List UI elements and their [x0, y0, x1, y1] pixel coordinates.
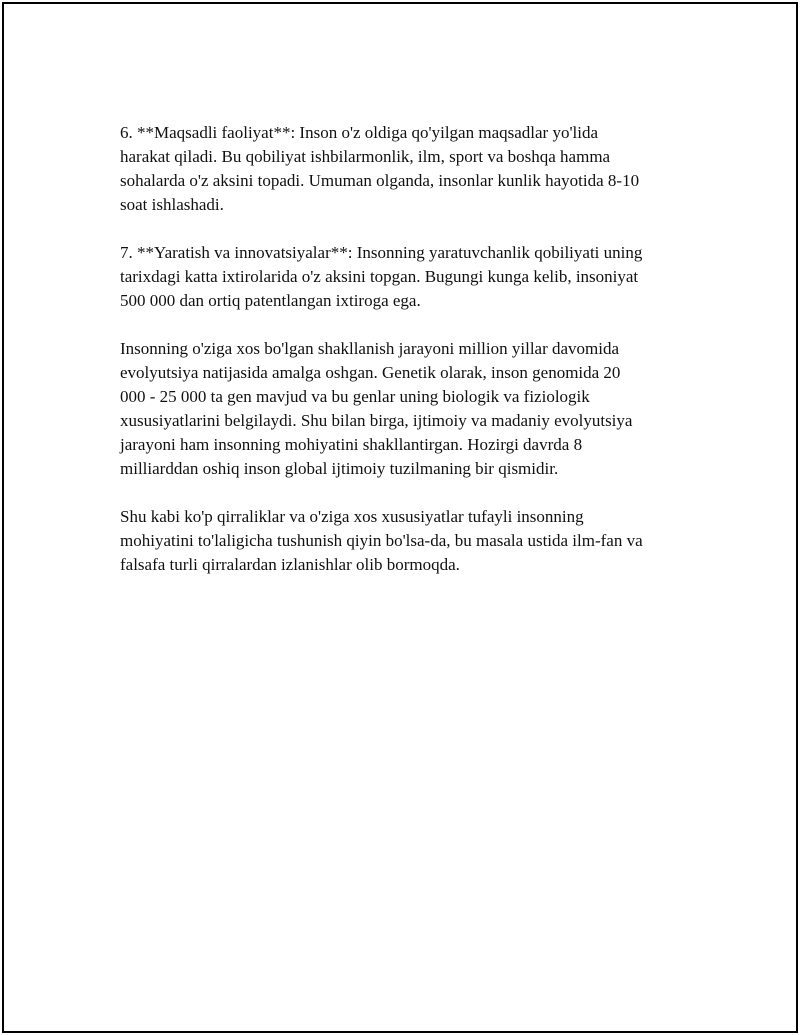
text-line: 500 000 dan ortiq patentlangan ixtiroga ega. — [120, 291, 421, 310]
text-line: sohalarda o'z aksini topadi. Umuman olganda, insonlar kunlik hayotida 8-10 — [120, 171, 640, 190]
text-line: 000 - 25 000 ta gen mavjud va bu genlar uning biologik va fiziologik — [120, 387, 590, 406]
text-line: milliarddan oshiq inson global ijtimoiy tuzilmaning bir qismidir. — [120, 459, 559, 478]
text-line: mohiyatini to'laligicha tushunish qiyin bo'lsa-da, bu masala ustida ilm-fan va — [120, 531, 643, 550]
paragraph-xulosa — [120, 505, 700, 577]
text-line: jarayoni ham insonning mohiyatini shakllantirgan. Hozirgi davrda 8 — [120, 435, 583, 454]
text-line: 6. **Maqsadli faoliyat**: Inson o'z oldiga qo'yilgan maqsadlar yo'lida — [120, 123, 599, 142]
paragraph-shakllanish-jarayoni — [120, 337, 700, 481]
paragraph-yaratish-innovatsiyalar — [120, 241, 700, 313]
paragraph-maqsadli-faoliyat — [120, 121, 700, 217]
text-line: 7. **Yaratish va innovatsiyalar**: Insonning yaratuvchanlik qobiliyati uning — [120, 243, 643, 262]
text-line: Insonning o'ziga xos bo'lgan shakllanish jarayoni million yillar davomida — [120, 339, 620, 358]
document-body — [120, 121, 700, 601]
text-line: tarixdagi katta ixtirolarida o'z aksini topgan. Bugungi kunga kelib, insoniyat — [120, 267, 639, 286]
document-page — [2, 2, 798, 1033]
text-line: falsafa turli qirralardan izlanishlar olib bormoqda. — [120, 555, 460, 574]
text-line: harakat qiladi. Bu qobiliyat ishbilarmonlik, ilm, sport va boshqa hamma — [120, 147, 611, 166]
text-line: Shu kabi ko'p qirraliklar va o'ziga xos xususiyatlar tufayli insonning — [120, 507, 584, 526]
text-line: soat ishlashadi. — [120, 195, 224, 214]
text-line: evolyutsiya natijasida amalga oshgan. Genetik olarak, inson genomida 20 — [120, 363, 621, 382]
text-line: xususiyatlarini belgilaydi. Shu bilan birga, ijtimoiy va madaniy evolyutsiya — [120, 411, 633, 430]
